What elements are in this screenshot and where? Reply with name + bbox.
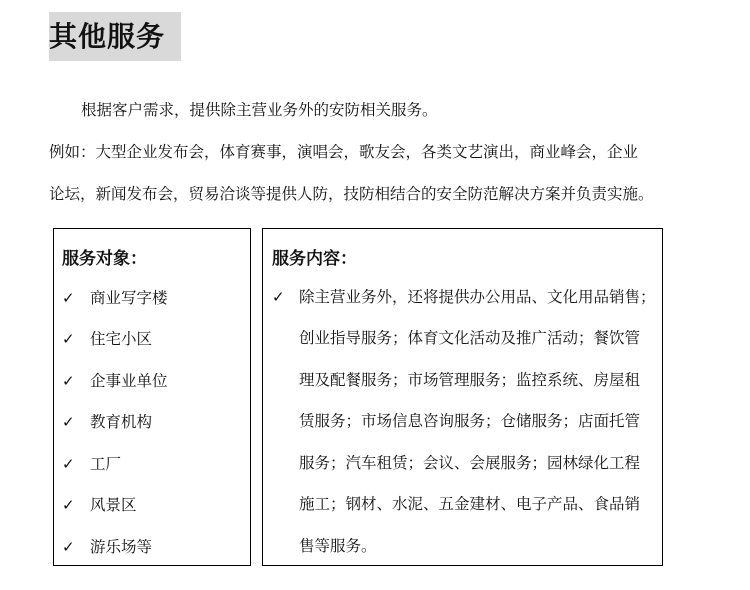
intro-line-1: 根据客户需求，提供除主营业务外的安防相关服务。	[81, 101, 438, 119]
check-mark-icon: ✓	[62, 413, 75, 431]
list-item-label: 风景区	[90, 496, 137, 514]
check-mark-icon: ✓	[62, 330, 75, 348]
check-mark-icon: ✓	[272, 288, 285, 306]
service-content-box	[262, 228, 663, 566]
check-mark-icon: ✓	[62, 372, 75, 390]
service-targets-heading: 服务对象：	[62, 249, 147, 269]
service-targets-box	[53, 228, 251, 566]
list-item-label: 工厂	[90, 455, 122, 473]
check-mark-icon: ✓	[62, 289, 75, 307]
intro-line-3: 论坛，新闻发布会，贸易洽谈等提供人防，技防相结合的安全防范解决方案并负责实施。	[49, 185, 654, 203]
list-item-label: 商业写字楼	[90, 289, 168, 307]
service-content-line: 除主营业务外，还将提供办公用品、文化用品销售；	[299, 288, 656, 306]
check-mark-icon: ✓	[62, 538, 75, 556]
list-item-label: 教育机构	[90, 413, 153, 431]
service-content-heading: 服务内容：	[272, 249, 357, 269]
service-content-line: 理及配餐服务；市场管理服务；监控系统、房屋租	[299, 371, 641, 389]
check-mark-icon: ✓	[62, 496, 75, 514]
list-item-label: 企事业单位	[90, 372, 168, 390]
list-item-label: 住宅小区	[90, 330, 153, 348]
service-content-line: 售等服务。	[299, 537, 377, 555]
check-mark-icon: ✓	[62, 455, 75, 473]
service-content-line: 创业指导服务；体育文化活动及推广活动；餐饮管	[299, 329, 641, 347]
service-content-line: 施工；钢材、水泥、五金建材、电子产品、食品销	[299, 495, 641, 513]
page-title: 其他服务	[49, 12, 181, 61]
service-content-line: 服务；汽车租赁；会议、会展服务；园林绿化工程	[299, 454, 641, 472]
service-content-line: 赁服务；市场信息咨询服务；仓储服务；店面托管	[299, 412, 641, 430]
list-item-label: 游乐场等	[90, 538, 153, 556]
intro-line-2: 例如：大型企业发布会，体育赛事，演唱会，歌友会，各类文艺演出，商业峰会，企业	[49, 143, 639, 161]
